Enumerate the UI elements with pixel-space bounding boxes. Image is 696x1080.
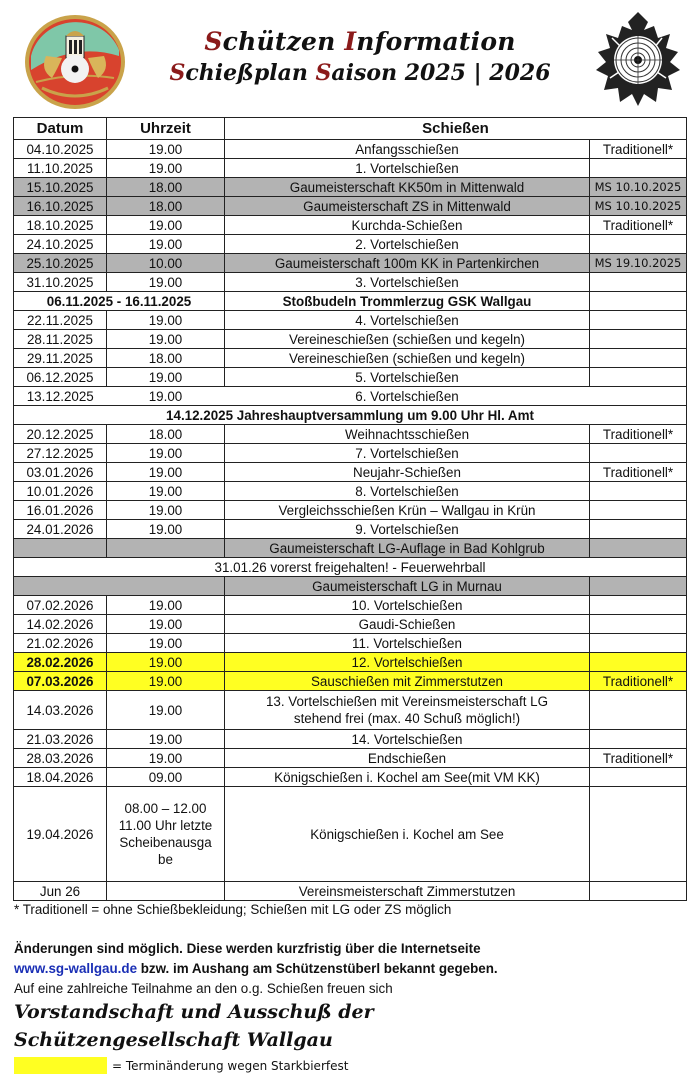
date-cell: 18.10.2025 <box>14 216 107 235</box>
note-cell <box>590 235 687 254</box>
note-cell: Traditionell* <box>590 216 687 235</box>
note-cell <box>590 482 687 501</box>
event-cell: Gaumeisterschaft 100m KK in Partenkirchen <box>225 254 590 273</box>
table-row <box>14 159 687 178</box>
time-cell: 19.00 <box>107 368 225 387</box>
legend-text: = Terminänderung wegen Starkbierfest <box>112 1058 349 1073</box>
website-link[interactable]: www.sg-wallgau.de <box>14 961 138 976</box>
date-cell: 10.01.2026 <box>14 482 107 501</box>
time-line: 08.00 – 12.00 <box>124 801 207 816</box>
event-cell: Vereineschießen (schießen und kegeln) <box>225 330 590 349</box>
signature-line-2: Schützengesellschaft Wallgau <box>14 1029 333 1051</box>
date-cell: 28.02.2026 <box>14 653 107 672</box>
full-width-cell: 14.12.2025 Jahreshauptversammlung um 9.00 Uhr Hl. Amt <box>14 406 687 425</box>
event-cell: Königschießen i. Kochel am See <box>225 787 590 882</box>
time-cell: 19.00 <box>107 634 225 653</box>
time-cell: 19.00 <box>107 463 225 482</box>
note-cell <box>590 349 687 368</box>
notice-line-3: Auf eine zahlreiche Teilnahme an den o.g. Schießen freuen sich <box>14 981 393 996</box>
footnote: * Traditionell = ohne Schießbekleidung; Schießen mit LG oder ZS möglich <box>14 902 452 917</box>
date-cell: 25.10.2025 <box>14 254 107 273</box>
time-cell: 19.00 <box>107 444 225 463</box>
time-cell: 19.00 <box>107 140 225 159</box>
time-cell: 19.00 <box>107 159 225 178</box>
title-text: chützen <box>222 27 345 56</box>
time-cell: 19.00 <box>107 273 225 292</box>
date-cell: 24.10.2025 <box>14 235 107 254</box>
event-cell: 11. Vortelschießen <box>225 634 590 653</box>
date-cell: 18.04.2026 <box>14 768 107 787</box>
legend-yellow-swatch <box>14 1057 107 1074</box>
time-cell: 19.00 <box>107 235 225 254</box>
note-cell <box>590 159 687 178</box>
time-cell <box>107 787 225 882</box>
table-row <box>14 387 687 406</box>
date-cell: 07.02.2026 <box>14 596 107 615</box>
table-row <box>14 197 687 216</box>
table-row <box>14 330 687 349</box>
date-cell: 29.11.2025 <box>14 349 107 368</box>
table-row <box>14 235 687 254</box>
date-cell: 13.12.2025 <box>14 387 107 406</box>
event-cell: Gaumeisterschaft LG-Auflage in Bad Kohlgrub <box>225 539 590 558</box>
note-cell <box>590 615 687 634</box>
note-cell <box>590 634 687 653</box>
table-row <box>14 520 687 539</box>
signature <box>14 998 374 1054</box>
note-cell <box>590 730 687 749</box>
date-cell: 24.01.2026 <box>14 520 107 539</box>
time-cell: 18.00 <box>107 178 225 197</box>
event-cell: 3. Vortelschießen <box>225 273 590 292</box>
date-cell: 16.10.2025 <box>14 197 107 216</box>
time-cell: 19.00 <box>107 653 225 672</box>
table-row <box>14 672 687 691</box>
date-cell: 03.01.2026 <box>14 463 107 482</box>
table-row <box>14 216 687 235</box>
time-cell: 19.00 <box>107 615 225 634</box>
table-row <box>14 501 687 520</box>
event-cell: Stoßbudeln Trommlerzug GSK Wallgau <box>225 292 590 311</box>
date-cell: 16.01.2026 <box>14 501 107 520</box>
subtitle-text: aison 2025 | 2026 <box>331 60 551 86</box>
column-header-uhrzeit: Uhrzeit <box>107 118 225 140</box>
notice-line-2: bzw. im Aushang am Schützenstüberl bekannt gegeben. <box>137 961 498 976</box>
event-cell: Vereinsmeisterschaft Zimmerstutzen <box>225 882 590 901</box>
note-cell <box>590 539 687 558</box>
time-cell: 19.00 <box>107 749 225 768</box>
time-cell: 10.00 <box>107 254 225 273</box>
title-initial: I <box>344 27 357 56</box>
table-row <box>14 444 687 463</box>
time-cell: 19.00 <box>107 691 225 730</box>
date-cell: 21.03.2026 <box>14 730 107 749</box>
time-cell: 19.00 <box>107 482 225 501</box>
page-title <box>140 26 580 88</box>
event-cell: Gaudi-Schießen <box>225 615 590 634</box>
date-cell: 20.12.2025 <box>14 425 107 444</box>
note-cell <box>590 653 687 672</box>
target-emblem-icon <box>592 8 684 108</box>
date-cell: 28.11.2025 <box>14 330 107 349</box>
table-row <box>14 634 687 653</box>
title-line-1 <box>140 26 580 58</box>
schedule-table <box>13 117 687 901</box>
event-cell: Gaumeisterschaft LG in Murnau <box>225 577 590 596</box>
event-cell: 12. Vortelschießen <box>225 653 590 672</box>
note-cell <box>590 691 687 730</box>
date-cell: 22.11.2025 <box>14 311 107 330</box>
date-cell: 14.03.2026 <box>14 691 107 730</box>
title-line-2 <box>140 58 580 88</box>
table-row <box>14 749 687 768</box>
table-row <box>14 406 687 425</box>
event-cell: 1. Vortelschießen <box>225 159 590 178</box>
date-cell: 14.02.2026 <box>14 615 107 634</box>
club-crest-icon <box>22 12 128 112</box>
note-cell <box>590 444 687 463</box>
note-cell <box>590 501 687 520</box>
column-header-schiessen: Schießen <box>225 118 687 140</box>
table-row <box>14 140 687 159</box>
table-header-row <box>14 118 687 140</box>
time-cell: 19.00 <box>107 596 225 615</box>
note-cell <box>590 330 687 349</box>
table-row <box>14 349 687 368</box>
time-cell: 19.00 <box>107 330 225 349</box>
event-cell: 10. Vortelschießen <box>225 596 590 615</box>
time-cell: 19.00 <box>107 501 225 520</box>
date-cell: 11.10.2025 <box>14 159 107 178</box>
time-cell: 19.00 <box>107 387 225 406</box>
event-line: stehend frei (max. 40 Schuß möglich!) <box>293 711 521 726</box>
time-cell: 19.00 <box>107 730 225 749</box>
event-cell: Kurchda-Schießen <box>225 216 590 235</box>
event-cell: Endschießen <box>225 749 590 768</box>
time-cell: 18.00 <box>107 425 225 444</box>
time-line: Scheibenausga <box>119 835 212 850</box>
event-cell: 4. Vortelschießen <box>225 311 590 330</box>
subtitle-initial: S <box>169 60 186 86</box>
date-cell: 19.04.2026 <box>14 787 107 882</box>
note-cell <box>590 577 687 596</box>
time-cell: 18.00 <box>107 349 225 368</box>
time-cell: 18.00 <box>107 197 225 216</box>
table-row <box>14 577 687 596</box>
date-cell: 07.03.2026 <box>14 672 107 691</box>
event-line: 13. Vortelschießen mit Vereinsmeisterschaft LG <box>265 694 549 709</box>
note-cell <box>590 311 687 330</box>
title-initial: S <box>204 27 223 56</box>
note-cell: Traditionell* <box>590 463 687 482</box>
event-cell <box>225 691 590 730</box>
table-row <box>14 596 687 615</box>
table-row <box>14 615 687 634</box>
time-cell <box>107 882 225 901</box>
table-row <box>14 425 687 444</box>
note-cell: Traditionell* <box>590 672 687 691</box>
date-cell: 15.10.2025 <box>14 178 107 197</box>
note-cell: Traditionell* <box>590 425 687 444</box>
date-cell: 06.12.2025 <box>14 368 107 387</box>
note-cell <box>590 368 687 387</box>
table-row <box>14 311 687 330</box>
event-cell: Vergleichsschießen Krün – Wallgau in Krün <box>225 501 590 520</box>
event-cell: Sauschießen mit Zimmerstutzen <box>225 672 590 691</box>
note-cell <box>590 882 687 901</box>
time-line: be <box>158 852 173 867</box>
full-width-cell: 31.01.26 vorerst freigehalten! - Feuerwehrball <box>14 558 687 577</box>
note-cell <box>590 768 687 787</box>
event-cell: Gaumeisterschaft KK50m in Mittenwald <box>225 178 590 197</box>
note-cell <box>590 787 687 882</box>
note-cell <box>590 596 687 615</box>
notice <box>14 939 498 999</box>
event-cell: 8. Vortelschießen <box>225 482 590 501</box>
table-row <box>14 368 687 387</box>
empty-date-time-cell <box>14 577 225 596</box>
event-cell: 7. Vortelschießen <box>225 444 590 463</box>
subtitle-text: chießplan <box>185 60 316 86</box>
date-cell: Jun 26 <box>14 882 107 901</box>
note-cell <box>590 387 687 406</box>
date-range-cell: 06.11.2025 - 16.11.2025 <box>14 292 225 311</box>
note-cell: Traditionell* <box>590 749 687 768</box>
table-row <box>14 292 687 311</box>
time-cell: 19.00 <box>107 311 225 330</box>
time-line: 11.00 Uhr letzte <box>118 818 213 833</box>
legend <box>14 1057 348 1074</box>
event-cell: 6. Vortelschießen <box>225 387 590 406</box>
signature-line-1: Vorstandschaft und Ausschuß der <box>14 1001 374 1023</box>
table-row <box>14 787 687 882</box>
note-cell <box>590 273 687 292</box>
event-cell: Gaumeisterschaft ZS in Mittenwald <box>225 197 590 216</box>
date-cell: 04.10.2025 <box>14 140 107 159</box>
event-cell: Königschießen i. Kochel am See(mit VM KK) <box>225 768 590 787</box>
time-cell: 19.00 <box>107 672 225 691</box>
table-row <box>14 482 687 501</box>
table-row <box>14 691 687 730</box>
subtitle-initial: S <box>315 60 332 86</box>
table-row <box>14 254 687 273</box>
column-header-datum: Datum <box>14 118 107 140</box>
table-row <box>14 653 687 672</box>
table-row <box>14 768 687 787</box>
table-row <box>14 273 687 292</box>
time-cell: 19.00 <box>107 216 225 235</box>
note-cell <box>590 292 687 311</box>
notice-line-1: Änderungen sind möglich. Diese werden kurzfristig über die Internetseite <box>14 941 481 956</box>
time-cell <box>107 539 225 558</box>
time-cell: 09.00 <box>107 768 225 787</box>
table-row <box>14 178 687 197</box>
table-row <box>14 882 687 901</box>
event-cell: Anfangsschießen <box>225 140 590 159</box>
date-cell: 28.03.2026 <box>14 749 107 768</box>
event-cell: Vereineschießen (schießen und kegeln) <box>225 349 590 368</box>
event-cell: 2. Vortelschießen <box>225 235 590 254</box>
note-cell: MS 10.10.2025 <box>590 178 687 197</box>
table-row <box>14 730 687 749</box>
date-cell: 31.10.2025 <box>14 273 107 292</box>
title-text: nformation <box>356 27 516 56</box>
table-row <box>14 558 687 577</box>
note-cell <box>590 520 687 539</box>
table-row <box>14 463 687 482</box>
time-cell: 19.00 <box>107 520 225 539</box>
date-cell <box>14 539 107 558</box>
note-cell: MS 19.10.2025 <box>590 254 687 273</box>
event-cell: 9. Vortelschießen <box>225 520 590 539</box>
note-cell: Traditionell* <box>590 140 687 159</box>
event-cell: Weihnachtsschießen <box>225 425 590 444</box>
event-cell: 14. Vortelschießen <box>225 730 590 749</box>
date-cell: 21.02.2026 <box>14 634 107 653</box>
table-row <box>14 539 687 558</box>
note-cell: MS 10.10.2025 <box>590 197 687 216</box>
event-cell: Neujahr-Schießen <box>225 463 590 482</box>
event-cell: 5. Vortelschießen <box>225 368 590 387</box>
date-cell: 27.12.2025 <box>14 444 107 463</box>
